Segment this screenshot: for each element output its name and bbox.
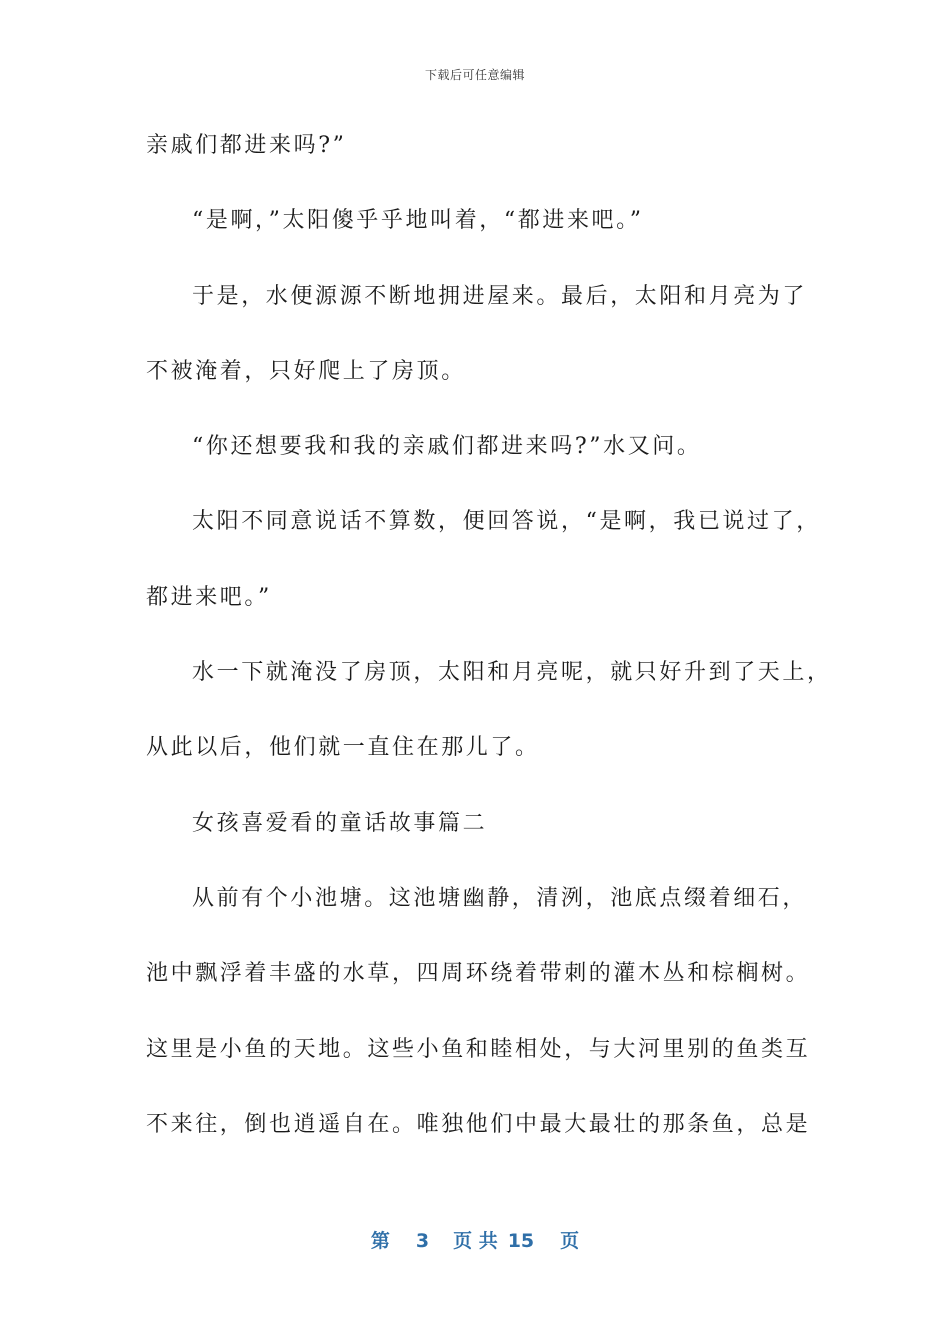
- page-footer: [0, 1226, 950, 1253]
- footer-ye-gong: 页 共: [453, 1230, 498, 1252]
- section-heading: 女孩喜爱看的童话故事篇二: [192, 810, 488, 836]
- text-line: 池中飘浮着丰盛的水草，四周环绕着带刺的灌木丛和棕榈树。: [146, 961, 811, 987]
- text-line: 从前有个小池塘。这池塘幽静，清洌，池底点缀着细石，: [192, 885, 808, 911]
- text-line: 这里是小鱼的天地。这些小鱼和睦相处，与大河里别的鱼类互: [146, 1036, 811, 1062]
- text-line: 亲戚们都进来吗?”: [146, 133, 347, 158]
- text-line: 水一下就淹没了房顶，太阳和月亮呢，就只好升到了天上，: [192, 660, 832, 686]
- footer-ye: 页: [560, 1230, 580, 1252]
- document-body: [146, 120, 832, 1174]
- footer-current-page: 3: [415, 1230, 430, 1252]
- text-line: “是啊，”太阳傻乎乎地叫着，“都进来吧。”: [192, 208, 644, 234]
- footer-total-pages: 15: [507, 1230, 535, 1252]
- text-line: 都进来吧。”: [146, 584, 272, 610]
- text-line: 不被淹着，只好爬上了房顶。: [146, 358, 466, 384]
- footer-di: 第: [370, 1230, 390, 1252]
- text-line: 不来往，倒也逍遥自在。唯独他们中最大最壮的那条鱼，总是: [146, 1111, 811, 1137]
- text-line: 从此以后，他们就一直住在那儿了。: [146, 735, 540, 761]
- text-line: 太阳不同意说话不算数，便回答说，“是啊，我已说过了，: [192, 509, 821, 535]
- text-line: “你还想要我和我的亲戚们都进来吗?”水又问。: [192, 434, 702, 460]
- page-header-note: 下载后可任意编辑: [424, 68, 525, 82]
- text-line: 于是，水便源源不断地拥进屋来。最后，太阳和月亮为了: [192, 283, 808, 309]
